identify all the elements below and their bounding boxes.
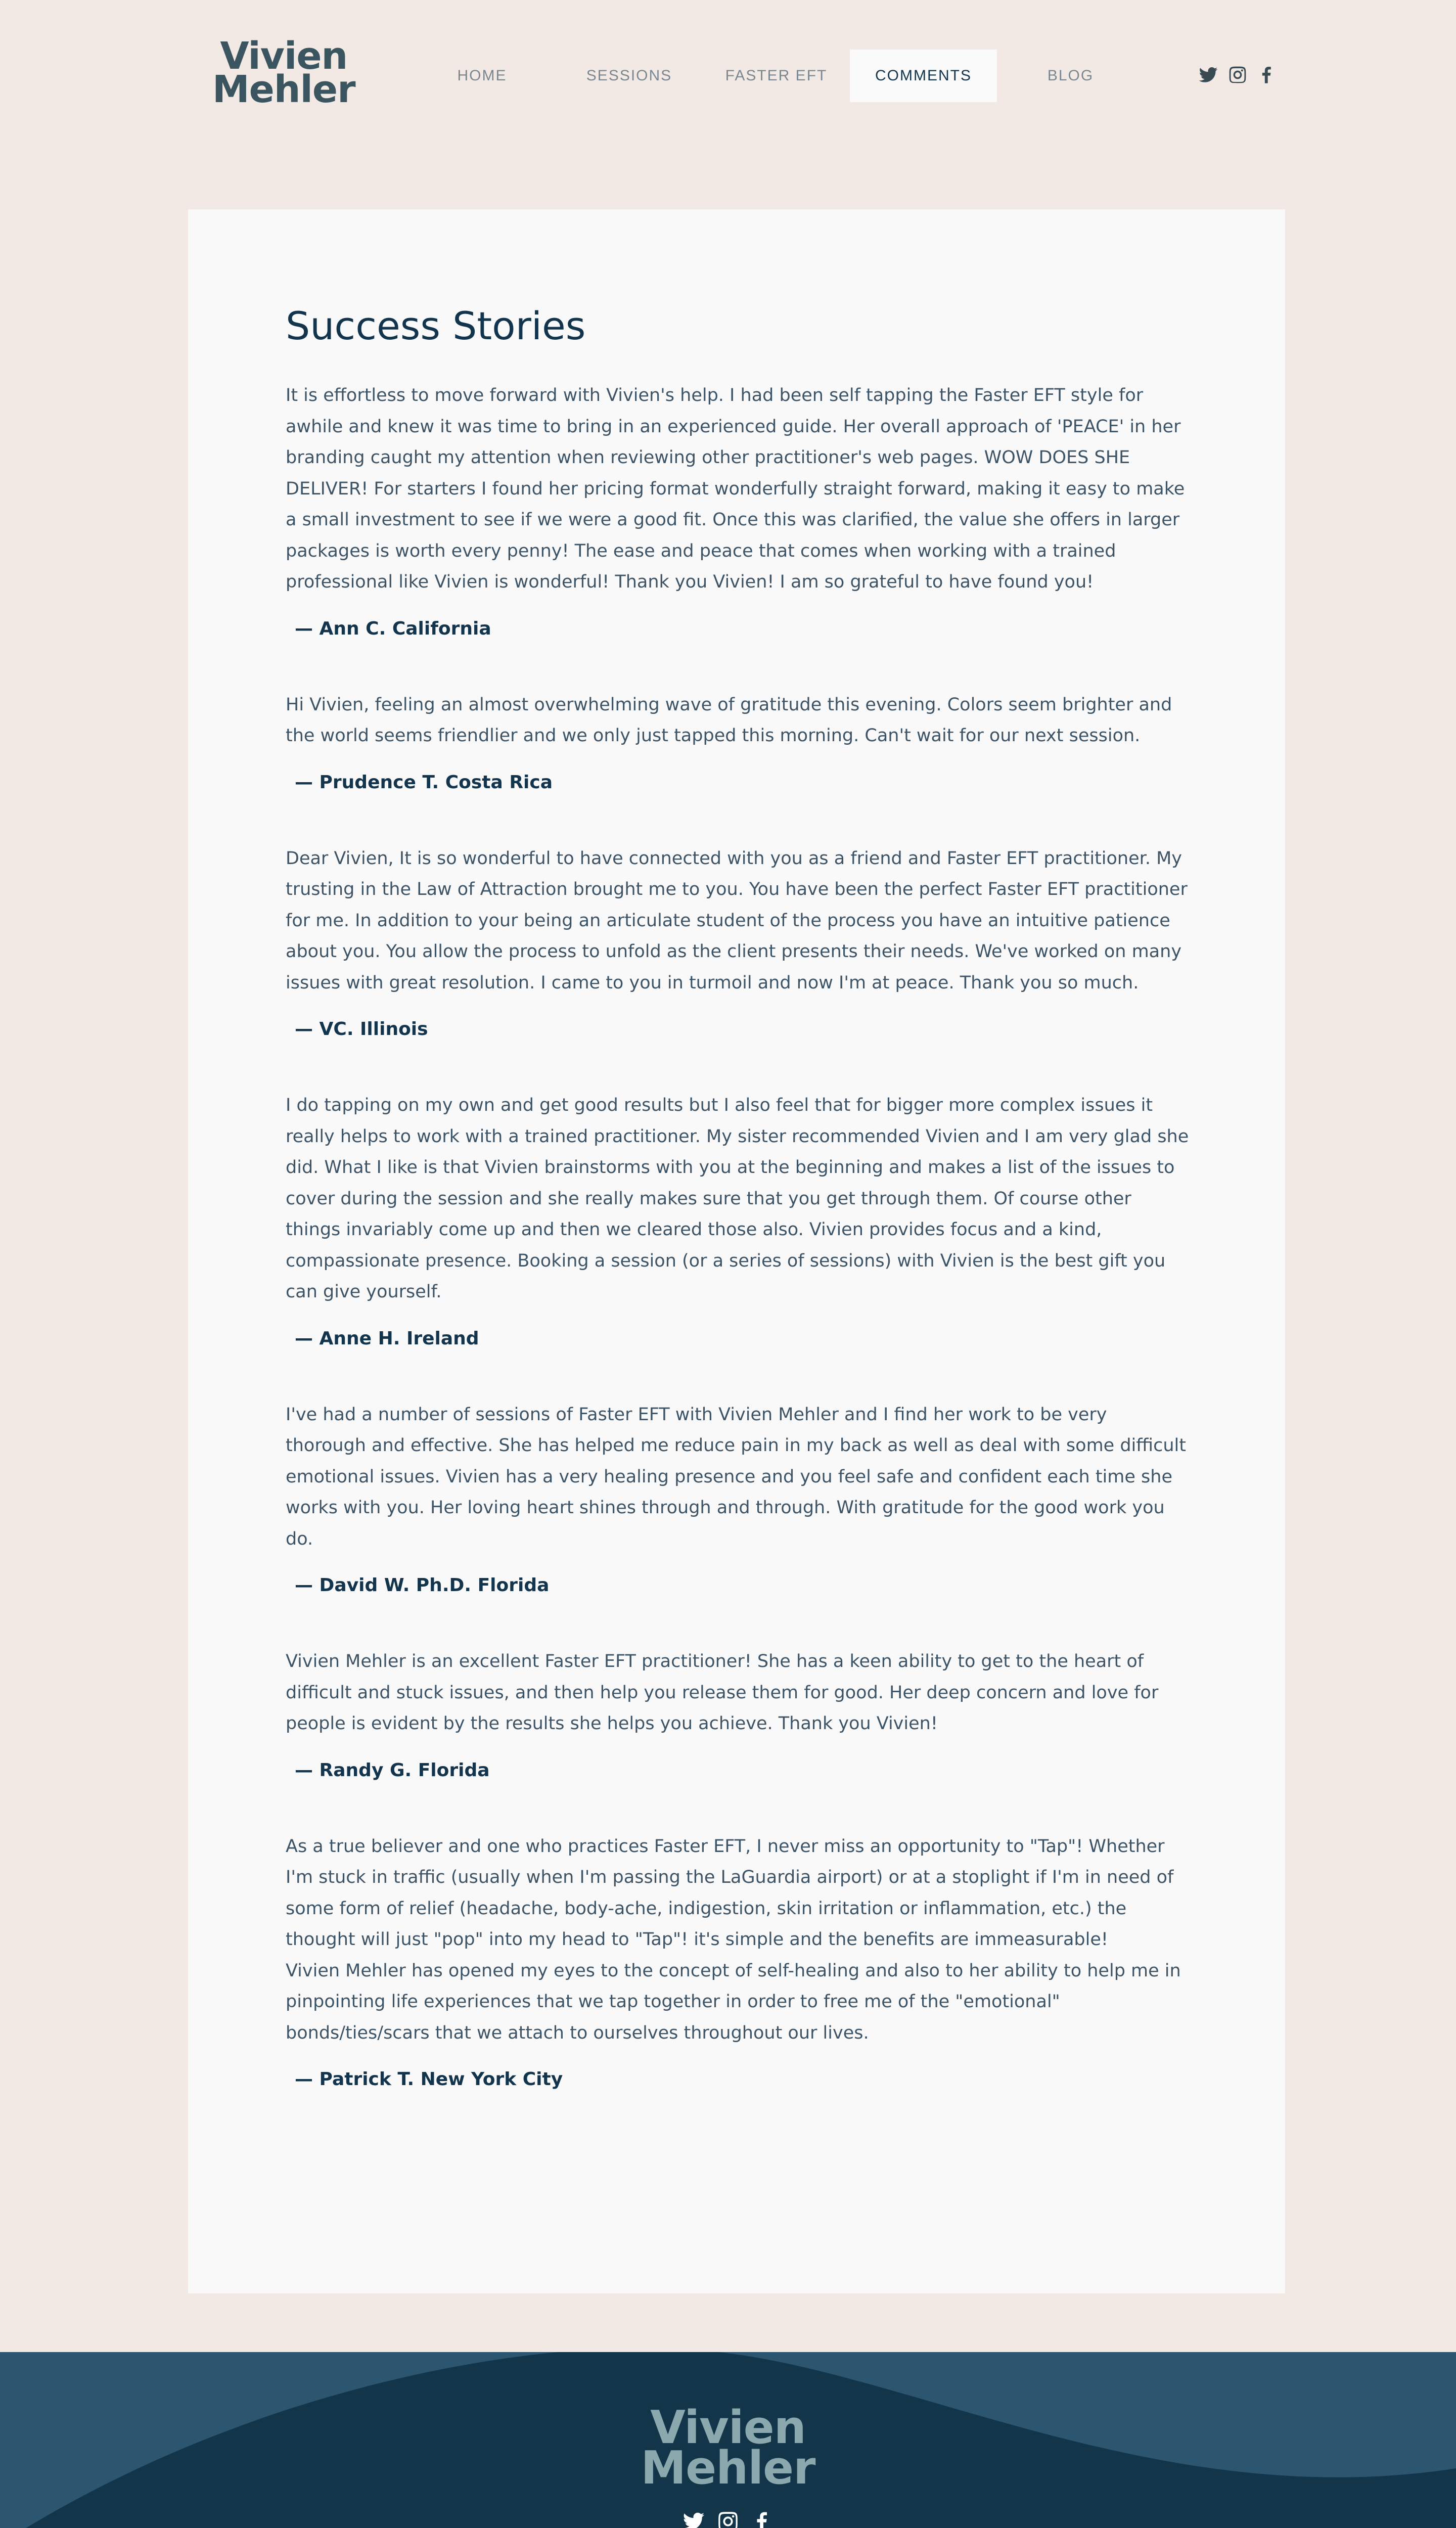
nav-blog[interactable]: BLOG xyxy=(1047,67,1094,84)
testimonial-quote: It is effortless to move forward with Vivien's help. I had been self tapping the Faster EFT style for awhile and knew it was time to bring in an experienced guide. Her overall approach of 'PEACE' in her branding caught my attention when reviewing other practitioner's web pages. WOW DOES SHE DELIVER! For starters I found her pricing format wonderfully straight forward, making it easy to make a small investment to see if we were a good fit. Once this was clarified, the value she offers in larger packages is worth every penny! The ease and peace that comes when working with a trained professional like Vivien is wonderful! Thank you Vivien! I am so grateful to have found you! xyxy=(286,385,1185,592)
testimonial-author: — Patrick T. New York City xyxy=(295,2069,563,2090)
site-logo[interactable] xyxy=(212,34,355,111)
logo-line-2: Mehler xyxy=(212,68,355,111)
footer-social-links xyxy=(0,2510,1456,2528)
testimonial xyxy=(286,1646,1191,1781)
content-card xyxy=(188,209,1285,2293)
testimonial-quote: I do tapping on my own and get good results but I also feel that for bigger more complex issues it really helps to work with a trained practitioner. My sister recommended Vivien and I am very glad she did. What I like is that Vivien brainstorms with you at the beginning and makes a list of the issues to cover during the session and she really makes sure that you get through them. Of course other things invariably come up and then we cleared those also. Vivien provides focus and a kind, compassionate presence. Booking a session (or a series of sessions) with Vivien is the best gift you can give yourself. xyxy=(286,1095,1189,1302)
testimonials-section xyxy=(286,298,1191,2140)
testimonial-quote: Vivien Mehler is an excellent Faster EFT practitioner! She has a keen ability to get to the heart of difficult and stuck issues, and then help you release them for good. Her deep concern and love for people is evident by the results she helps you achieve. Thank you Vivien! xyxy=(286,1651,1159,1734)
testimonial-author: — David W. Ph.D. Florida xyxy=(295,1575,550,1596)
testimonial-list xyxy=(286,380,1191,2090)
testimonial xyxy=(286,690,1191,793)
testimonial-quote: Dear Vivien, It is so wonderful to have connected with you as a friend and Faster EFT practitioner. My trusting in the Law of Attraction brought me to you. You have been the perfect Faster EFT practitioner for me. In addition to your being an articulate student of the process you have an intuitive patience about you. You allow the process to unfold as the client presents their needs. We've worked on many issues with great resolution. I came to you in turmoil and now I'm at peace. Thank you so much. xyxy=(286,848,1188,993)
testimonial-quote: Hi Vivien, feeling an almost overwhelming wave of gratitude this evening. Colors seem brighter and the world seems friendlier and we only just tapped this morning. Can't wait for our next session. xyxy=(286,694,1172,746)
main-nav xyxy=(408,50,1144,102)
footer-content xyxy=(0,2401,1456,2528)
testimonial xyxy=(286,1831,1191,2090)
facebook-icon[interactable] xyxy=(751,2510,774,2528)
testimonial-author: — Anne H. Ireland xyxy=(295,1328,479,1349)
instagram-icon[interactable] xyxy=(716,2510,740,2528)
nav-sessions[interactable]: SESSIONS xyxy=(586,67,672,84)
testimonial-author: — Prudence T. Costa Rica xyxy=(295,772,553,793)
testimonial-author: — Ann C. California xyxy=(295,618,491,639)
facebook-icon[interactable] xyxy=(1257,65,1277,85)
testimonial xyxy=(286,1400,1191,1596)
testimonial-author: — VC. Illinois xyxy=(295,1019,428,1040)
site-header xyxy=(0,0,1456,152)
nav-faster-eft[interactable]: FASTER EFT xyxy=(725,67,828,84)
site-footer xyxy=(0,2352,1456,2528)
footer-logo-line-2: Mehler xyxy=(641,2442,815,2495)
instagram-icon[interactable] xyxy=(1227,65,1248,85)
testimonial xyxy=(286,1090,1191,1349)
footer-logo-line-1: Vivien xyxy=(650,2401,806,2454)
testimonial xyxy=(286,380,1191,639)
testimonial-quote: I've had a number of sessions of Faster EFT with Vivien Mehler and I find her work to be very thorough and effective. She has helped me reduce pain in my back as well as deal with some difficult emotional issues. Vivien has a very healing presence and you feel safe and confident each time she works with you. Her loving heart shines through and through. With gratitude for the good work you do. xyxy=(286,1404,1186,1549)
footer-logo[interactable] xyxy=(0,2401,1456,2495)
twitter-icon[interactable] xyxy=(1198,65,1218,85)
testimonial-author: — Randy G. Florida xyxy=(295,1759,490,1781)
header-social-links xyxy=(1198,65,1277,85)
testimonial xyxy=(286,843,1191,1040)
testimonial-quote: As a true believer and one who practices Faster EFT, I never miss an opportunity to "Tap"! Whether I'm stuck in traffic (usually when I'm passing the LaGuardia airport) or at a stoplight if I'm in need of some form of relief (headache, body-ache, indigestion, skin irritation or inflammation, etc.) the thought will just "pop" into my head to "Tap"! it's simple and the benefits are immeasurable! Vivien Mehler has opened my eyes to the concept of self-healing and also to her ability to help me in pinpointing life experiences that we tap together in order to free me of the "emotional" bonds/ties/scars that we attach to ourselves throughout our lives. xyxy=(286,1836,1181,2043)
twitter-icon[interactable] xyxy=(682,2510,705,2528)
nav-comments[interactable]: COMMENTS xyxy=(850,50,997,102)
logo-line-1: Vivien xyxy=(220,34,348,78)
page-title: Success Stories xyxy=(286,303,586,348)
nav-home[interactable]: HOME xyxy=(457,67,507,84)
